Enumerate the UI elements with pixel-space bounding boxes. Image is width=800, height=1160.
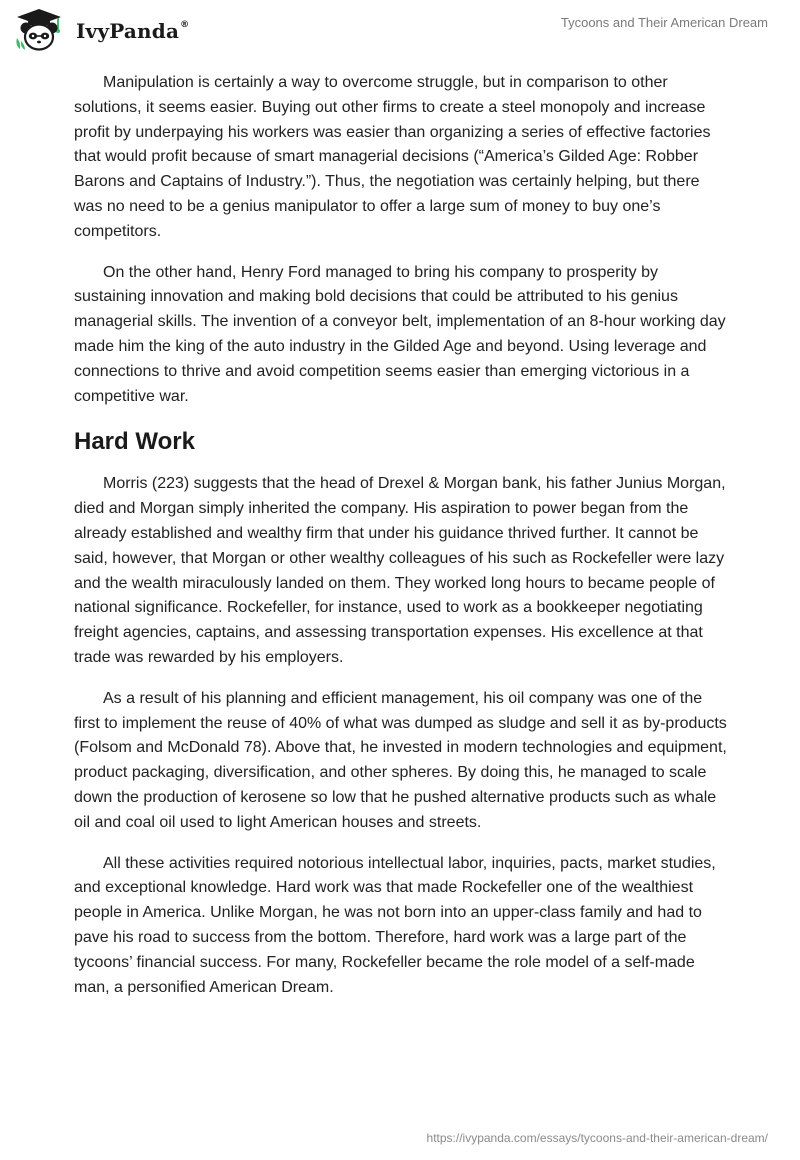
brand-name: IvyPanda® [76,19,190,43]
paragraph: Morris (223) suggests that the head of Drexel & Morgan bank, his father Junius Morgan, died and Morgan simply inherited the company. His aspiration to power began from the already established and wealthy firm that under his guidance thrived further. It cannot be said, however, that Morgan or other wealthy colleagues of his such as Rockefeller were lazy and the wealth miraculously landed on them. They worked long hours to became people of national significance. Rockefeller, for instance, used to work as a bookkeeper negotiating freight agencies, captains, and assessing transportation expenses. His excellence at that trade was rewarded by his employers. [74,475,726,666]
paragraph: As a result of his planning and efficient management, his oil company was one of the first to implement the reuse of 40% of what was dumped as sludge and sell it as by-products (Folsom and McDonald 78). Above that, he invested in modern technologies and equipment, product packaging, diversification, and other spheres. By doing this, he managed to scale down the production of kerosene so low that he pushed alternative products such as whale oil and coal oil used to light American houses and streets. [74,689,727,831]
paragraph: On the other hand, Henry Ford managed to bring his company to prosperity by sustaining innovation and making bold decisions that could be attributed to his genius managerial skills. The invention of a conveyor belt, implementation of an 8-hour working day made him the king of the auto industry in the Gilded Age and beyond. Using leverage and connections to thrive and avoid competition seems easier than emerging victorious in a competitive war. [74,263,726,405]
registered-mark: ® [180,20,190,31]
panda-graduate-logo-icon [14,8,64,52]
document-title: Tycoons and Their American Dream [560,15,768,30]
brand-logo[interactable] [14,8,189,52]
paragraph: All these activities required notorious intellectual labor, inquiries, pacts, market studies, and exceptional knowledge. Hard work was that made Rockefeller one of the wealthiest people in America. Unlike Morgan, he was not born into an upper-class family and had to pave his road to success from the bottom. Therefore, hard work was a large part of the tycoons’ financial success. For many, Rockefeller became the role model of a self-made man, a personified American Dream. [74,854,716,996]
paragraph: Manipulation is certainly a way to overcome struggle, but in comparison to other solutions, it seems easier. Buying out other firms to create a steel monopoly and increase profit by underpaying his workers was easier than organizing a series of effective factories that would profit because of smart managerial decisions (“America’s Gilded Age: Robber Barons and Captains of Industry.”). Thus, the negotiation was certainly helping, but there was no need to be a genius manipulator to offer a large sum of money to buy one’s competitors. [74,74,711,240]
page-header [0,0,800,60]
essay-content [74,71,728,1016]
section-heading: Hard Work [74,428,195,456]
source-url[interactable]: https://ivypanda.com/essays/tycoons-and-their-american-dream/ [426,1131,768,1145]
section-heading-wrap [74,427,728,457]
